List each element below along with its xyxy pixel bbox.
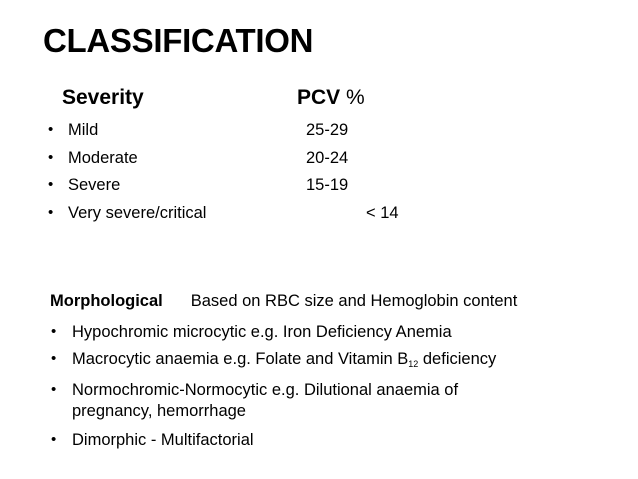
morphological-heading-line [50,292,517,311]
bullet-icon: • [48,149,54,166]
bullet-icon: • [48,121,54,138]
bullet-icon: • [51,350,57,367]
bullet-icon: • [51,323,57,340]
severity-label: Very severe/critical [68,204,207,222]
bullet-icon: • [51,431,57,448]
pcv-value: 20-24 [306,149,349,167]
bullet-icon: • [51,381,57,398]
morphology-item: Normochromic-Normocytic e.g. Dilutional anaemia of [72,381,459,399]
severity-label: Severe [68,176,121,194]
morphology-item: Dimorphic - Multifactorial [72,431,254,449]
morphology-item: Macrocytic anaemia e.g. Folate and Vitamin $B_{12}$ deficiency [72,350,497,369]
morphological-heading: Morphological [50,292,163,310]
bullet-icon: • [48,176,54,193]
morphological-basis: Based on RBC size and Hemoglobin content [190,292,518,310]
pcv-column-header [297,86,365,110]
pcv-value: 25-29 [306,121,349,139]
pcv-label: PCV [297,86,341,109]
pcv-value: < 14 [366,204,399,222]
pcv-value: 15-19 [306,176,349,194]
subscript: 12 [408,359,419,369]
severity-label: Moderate [68,149,138,167]
bullet-icon: • [48,204,54,221]
severity-label: Mild [68,121,99,139]
page-title: CLASSIFICATION [43,22,314,59]
morphology-item-continued: pregnancy, hemorrhage [72,402,246,420]
pcv-unit: % [346,86,365,109]
morphology-item: Hypochromic microcytic e.g. Iron Deficiency Anemia [72,323,452,341]
severity-column-header: Severity [62,86,144,109]
